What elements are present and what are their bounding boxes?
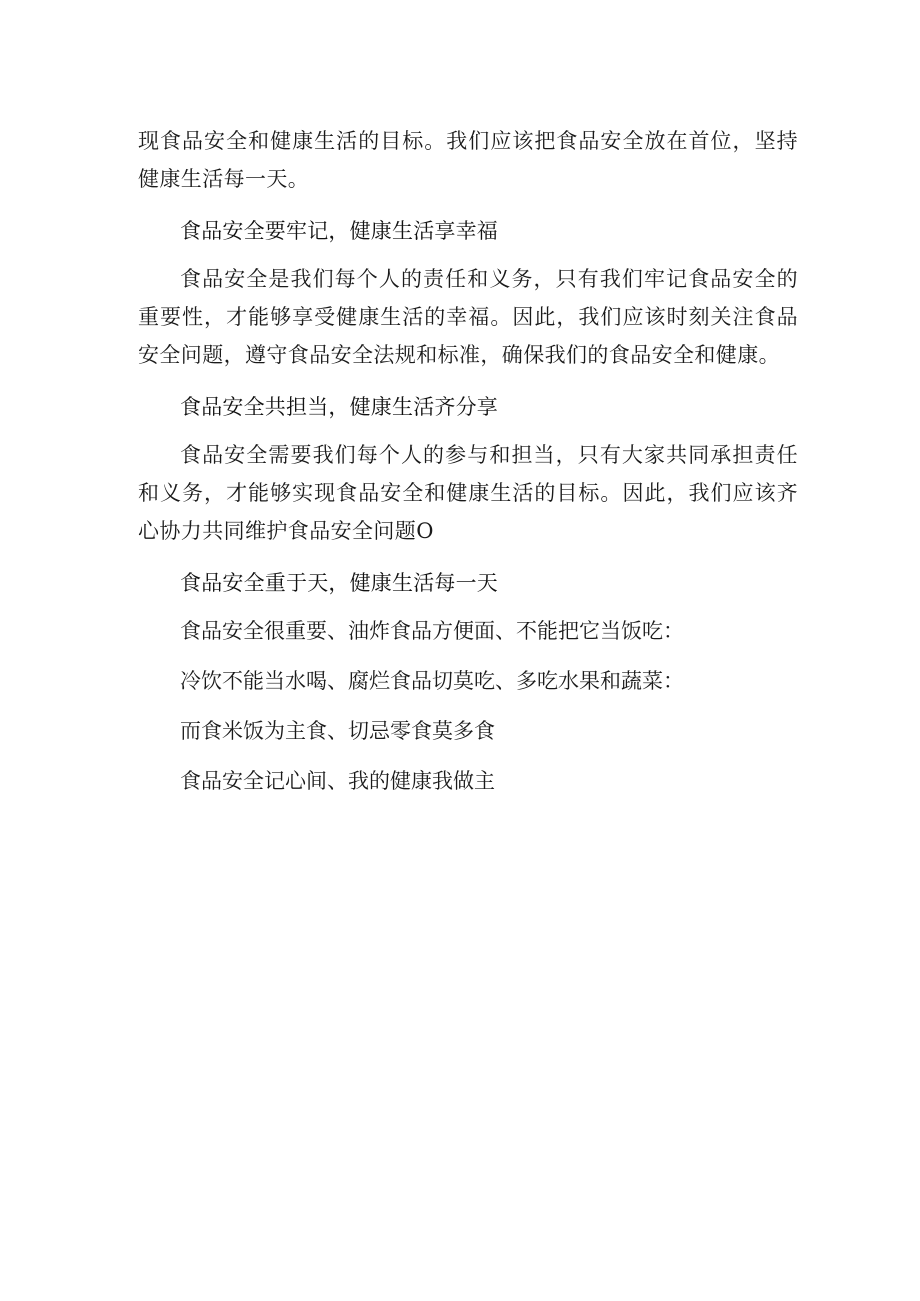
- document-content: [138, 122, 798, 800]
- slogan-line: 而食米饭为主食、切忌零食莫多食: [180, 719, 495, 743]
- section-heading-every-day: 食品安全重于天，健康生活每一天: [180, 571, 498, 595]
- section-body-remember: 食品安全是我们每个人的责任和义务，只有我们牢记食品安全的重要性，才能够享受健康生活的幸福。因此，我们应该时刻关注食品安全问题，遵守食品安全法规和标准，确保我们的食品安全和健康。: [138, 267, 798, 367]
- section-body-share: 食品安全需要我们每个人的参与和担当，只有大家共同承担责任和义务，才能够实现食品安全和健康生活的目标。因此，我们应该齐心协力共同维护食品安全问题O: [138, 443, 798, 543]
- intro-paragraph: 现食品安全和健康生活的目标。我们应该把食品安全放在首位，坚持健康生活每一天。: [138, 129, 798, 191]
- section-heading-share: 食品安全共担当，健康生活齐分享: [180, 395, 498, 419]
- slogan-line: 冷饮不能当水喝、腐烂食品切莫吃、多吃水果和蔬菜：: [180, 669, 684, 693]
- slogan-line: 食品安全很重要、油炸食品方便面、不能把它当饭吃：: [180, 619, 684, 643]
- slogan-list: [138, 612, 798, 800]
- slogan-line: 食品安全记心间、我的健康我做主: [180, 769, 495, 793]
- section-heading-remember: 食品安全要牢记，健康生活享幸福: [180, 219, 498, 243]
